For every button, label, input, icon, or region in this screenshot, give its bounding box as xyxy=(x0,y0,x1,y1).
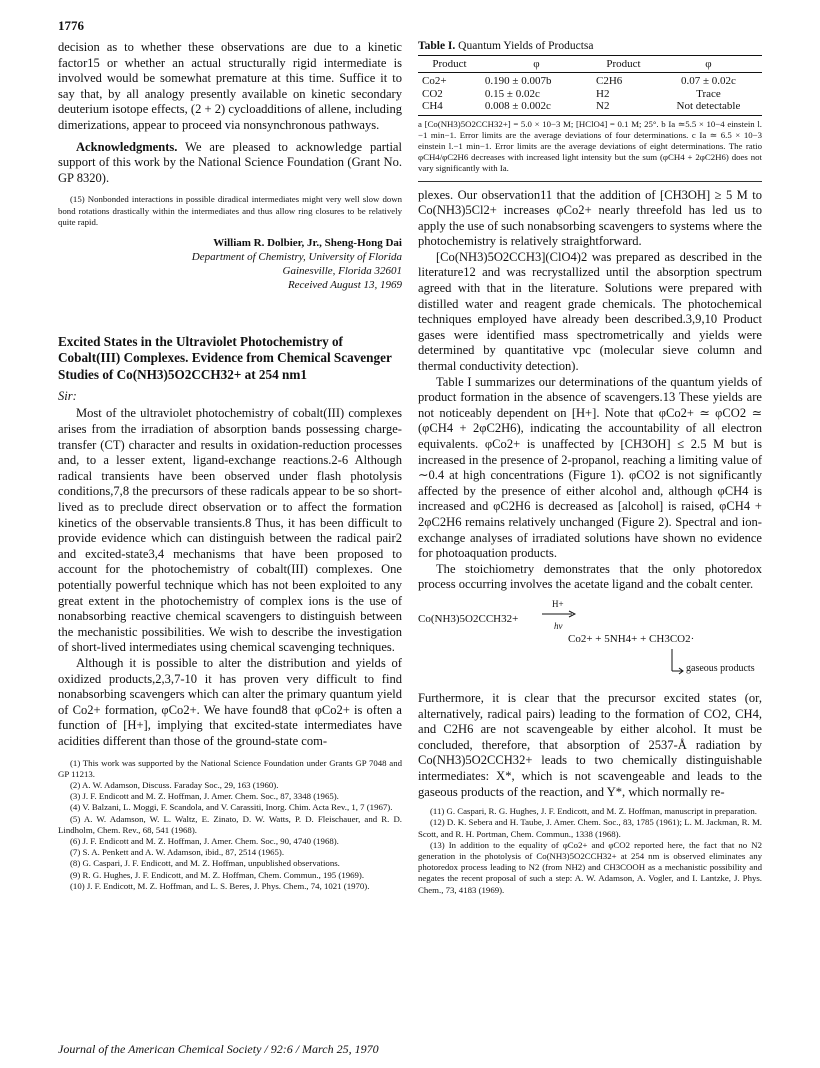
branch-arrow-icon xyxy=(670,649,684,680)
table-header: φ xyxy=(481,56,592,73)
table-cell: 0.15 ± 0.02c xyxy=(484,87,540,100)
paragraph-6: The stoichiometry demonstrates that the only photoredox process occurring involves the acetate ligand and the cobalt center. xyxy=(418,561,762,592)
table-label: Table I. xyxy=(418,40,456,52)
table-cell: C2H6 xyxy=(596,75,623,87)
table-header: Product xyxy=(418,56,481,73)
paragraph-5: Table I summarizes our determinations of the quantum yields of product formation in the absence of scavengers.13 These yields are not noticeably dependent on [H+]. Note that φCo2+ ≃ φCO2 ≃ (φCH4 + 2φC2H6), indicating the accountability of all electron equivalents. φCo2+ is unaffected by [CH3OH] ≤ 2.5 M but is increased in the presence of 2-propanol, reaching a limiting value of ∼0.4 at high concentrations (Figure 1). φCO2 is not significantly affected by the presence of either alcohol and, although φCH4 is increased and φC2H6 is decreased as [alcohol] is raised, φCH4 + 2φC2H6 remains relatively unchanged (Figure 2). Spectral and ion-exchange analyses of irradiated solutions have shown no evidence for photoaquation products. xyxy=(418,374,762,561)
footnote: (2) A. W. Adamson, Discuss. Faraday Soc., 29, 163 (1960). xyxy=(70,779,279,790)
table-cell: CO2 xyxy=(422,87,443,100)
footnote: (6) J. F. Endicott and M. Z. Hoffman, J. Amer. Chem. Soc., 90, 4740 (1968). xyxy=(70,835,339,846)
paragraph-7: Furthermore, it is clear that the precursor excited states (or, alternatively, radical pairs) leading to the formation of CO2, CH4, and C2H6 are not scavengeable by either alcohol. It must be concluded, therefore, that absorption of 2537-Å radiation by Co(NH3)5O2CCH32+ leads to two chemically distinguishable intermediates: X*, which is not scavengeable and leads to the gaseous products of the reaction, and Y*, which normally re- xyxy=(418,690,762,799)
article-title: Excited States in the Ultraviolet Photochemistry of Cobalt(III) Complexes. Evidence from Chemical Scavenger Studies of Co(NH3)5O2CCH32+ at 254 nm1 xyxy=(58,333,392,382)
table-cell: 0.008 ± 0.002c xyxy=(481,100,592,115)
table-cell: CH4 xyxy=(418,100,481,115)
table-footnote: a [Co(NH3)5O2CCH32+] = 5.0 × 10−3 M; [HClO4] = 0.1 M; 25°. b Ia ≃5.5 × 10−4 einstein l.−1 min−1. Error limits are the average deviations of four determinations. c Ia ≃ 6.5 × 10−3 einstein l.−1 min−1. Error limits are the average deviations of eight determinations. The ratio φCH4/φC2H6 decreases with increased light intensity but the sum (φCH4 + 2φC2H6) does not vary significantly with Ia. xyxy=(418,118,762,174)
footnote: (11) G. Caspari, R. G. Hughes, J. F. Endicott, and M. Z. Hoffman, manuscript in preparation. xyxy=(430,806,757,817)
reaction-scheme xyxy=(418,599,762,687)
paragraph-3: plexes. Our observation11 that the addition of [CH3OH] ≥ 5 M to Co(NH3)5Cl2+ increases φCo2+ nearly threefold has led us to apply the use of such nonabsorbing scavengers to systems where the photochemistry is relatively straightforward. xyxy=(418,187,762,249)
paragraph-4: [Co(NH3)5O2CCH3](ClO4)2 was prepared as described in the literature12 and was recrystallized until the absorption spectrum agreed with that in the literature. Solutions were prepared with distilled water and reagent grade chemicals. The photochemical techniques employed have already been described.3,9,10 Product gases were identified mass spectrometrically and yields were determined by quantitative vpc (molecular sieve column and thermal conductivity detection). xyxy=(418,249,762,374)
footnote-15: (15) Nonbonded interactions in possible diradical intermediates might very well slow down bond rotations drastically within the intermediates and thus allow ring closures to be relatively quite rapid. xyxy=(58,194,402,227)
table-row xyxy=(418,73,762,88)
footnote: (5) A. W. Adamson, W. L. Waltz, E. Zinato, D. W. Watts, P. D. Fleischauer, and R. D. Lindholm, Chem. Rev., 68, 541 (1968). xyxy=(58,813,402,835)
intro-paragraph: decision as to whether these observations are due to a kinetic factor15 or whether an actual structurally rigid intermediate is involved would be somewhat premature at this time. Suffice it to say that, by all analogy presently available on kinetic secondary deuterium isotope effects, (2 + 2) cycloadditions of allene, including dimerizations, appear to proceed via nonsynchronous pathways. xyxy=(58,40,402,132)
table-row xyxy=(418,88,762,101)
table-cell: Trace xyxy=(696,87,721,100)
scheme-condition-acid: H+ xyxy=(552,598,564,609)
quantum-yield-table xyxy=(418,55,762,116)
table-cell: N2 xyxy=(592,100,655,115)
left-footnotes xyxy=(58,758,402,892)
footnote: (3) J. F. Endicott and M. Z. Hoffman, J. Amer. Chem. Soc., 87, 3348 (1965). xyxy=(70,791,339,802)
table-header-row xyxy=(418,56,762,73)
signature-received: Received August 13, 1969 xyxy=(287,278,402,291)
footnote: (12) D. K. Sebera and H. Taube, J. Amer. Chem. Soc., 83, 1785 (1961); L. M. Jackman, R. M. Scott, and R. H. Portman, Chem. Commun., 1338 (1968). xyxy=(418,817,762,839)
acknowledgments-paragraph xyxy=(58,140,402,187)
footnote: (1) This work was supported by the National Science Foundation under Grants GP 7048 and GP 11213. xyxy=(58,757,402,779)
left-column xyxy=(58,40,402,892)
table-cell: Not detectable xyxy=(655,100,762,115)
signature-authors: William R. Dolbier, Jr., Sheng-Hong Dai xyxy=(213,236,402,249)
scheme-branch-label: gaseous products xyxy=(686,662,755,674)
table-header: φ xyxy=(655,56,762,73)
footnote: (4) V. Balzani, L. Moggi, F. Scandola, and V. Carassiti, Inorg. Chim. Acta Rev., 1, 7 (1967). xyxy=(70,802,393,813)
right-column xyxy=(418,40,762,896)
salutation: Sir: xyxy=(58,389,77,404)
page-number: 1776 xyxy=(58,18,84,33)
footnote: (7) S. A. Penkett and A. W. Adamson, ibid., 87, 2514 (1965). xyxy=(70,847,285,858)
footnote: (8) G. Caspari, J. F. Endicott, and M. Z. Hoffman, unpublished observations. xyxy=(70,858,340,869)
table-cell: 0.07 ± 0.02c xyxy=(681,75,736,87)
right-footnotes xyxy=(418,806,762,896)
paragraph-2: Although it is possible to alter the distribution and yields of oxidized products,2,3,7-10 it has proven very difficult to find nonabsorbing scavengers which can alter the primary quantum yield of Co2+ formation, φCo2+. We have found8 that φCo2+ is often a function of [H+], implying that excited-state intermediates have acidities different than those of the ground-state com- xyxy=(58,655,402,748)
table-row xyxy=(418,100,762,115)
table-divider xyxy=(418,181,762,182)
signature-department: Department of Chemistry, University of Florida xyxy=(191,250,402,263)
paragraph-1: Most of the ultraviolet photochemistry of cobalt(III) complexes arises from the irradiation of absorption bands possessing charge-transfer (CT) character and results in oxidation-reduction processes and, to a lesser extent, ligand-exchange reactions.2-6 Although radical transients have been observed under flash photolysis conditions,7,8 the precursors of these radicals appear to be so short-lived as to preclude direct observation or to affect the formation kinetics of the observable transients.8 Thus, it has been difficult to provide evidence which can distinguish between the radical pair2 and excited-state3,4 mechanisms that have been proposed to account for the photochemistry of cobalt(III) complexes. One potentially powerful technique which has not been exploited to any great extent in the photochemistry of complex ions is the use of nonabsorbing reactive chemical scavengers to distinguish between the mechanistic possibilities. We wish to describe the investigation of short-lived intermediates using chemical scavenging techniques. xyxy=(58,406,402,655)
table-cell: 0.190 ± 0.007b xyxy=(484,75,552,87)
table-header: Product xyxy=(592,56,655,73)
table-caption: Quantum Yields of Productsa xyxy=(458,40,594,52)
table-cell: H2 xyxy=(596,87,610,100)
footnote: (10) J. F. Endicott, M. Z. Hoffman, and L. S. Beres, J. Phys. Chem., 74, 1021 (1970). xyxy=(70,880,370,891)
journal-footer: Journal of the American Chemical Society / 92:6 / March 25, 1970 xyxy=(58,1042,379,1056)
scheme-condition-light: hν xyxy=(554,620,563,631)
footnote: (13) In addition to the equality of φCo2+ and φCO2 reported here, the fact that no N2 generation in the photolysis of Co(NH3)5O2CCH32+ at 254 nm is observed eliminates any photoredox process leading to N2 (from NH2) and CH3COOH as a mechanistic possibility and negates the recent proposal of such a step: A. W. Adamson, A. Vogler, and I. Lantzke, J. Phys. Chem., 73, 4183 (1969). xyxy=(418,839,762,895)
signature-block xyxy=(58,236,402,292)
scheme-products: Co2+ + 5NH4+ + CH3CO2· xyxy=(568,632,695,645)
acknowledgments-text: We are pleased to acknowledge partial support of this work by the National Science Foundation (Grant No. GP 8320). xyxy=(58,139,402,185)
table-cell: Co2+ xyxy=(422,75,447,87)
acknowledgments-heading: Acknowledgments. xyxy=(76,139,178,154)
signature-city: Gainesville, Florida 32601 xyxy=(282,264,402,277)
footnote: (9) R. G. Hughes, J. F. Endicott, and M. Z. Hoffman, Chem. Commun., 195 (1969). xyxy=(70,869,365,880)
scheme-reactant: Co(NH3)5O2CCH32+ xyxy=(418,612,519,625)
table-title xyxy=(418,40,762,52)
